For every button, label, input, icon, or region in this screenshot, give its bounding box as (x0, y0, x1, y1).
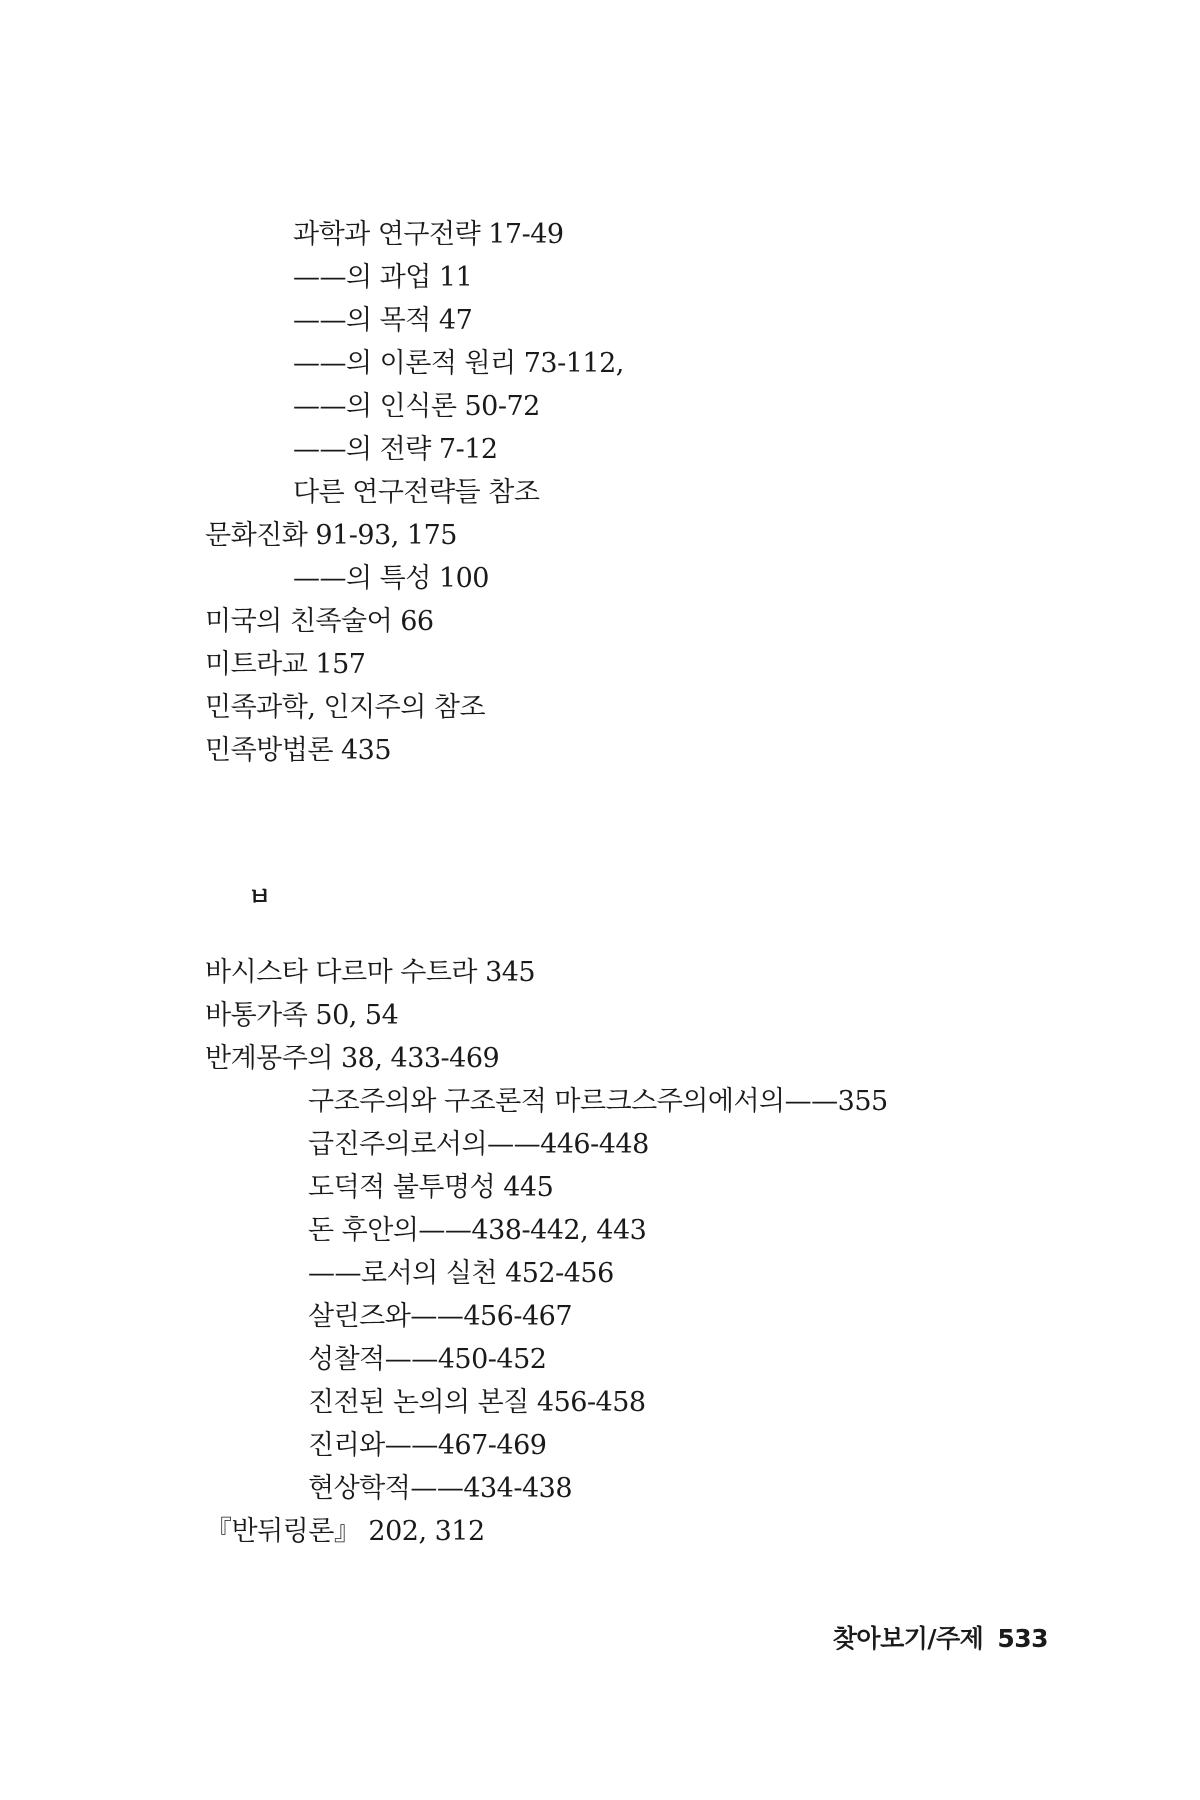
index-entry-vasishtha-dharma-sutra: 바시스타 다르마 수트라 345 (205, 957, 536, 988)
page-number: 533 (997, 1624, 1048, 1653)
index-entry-anti-duhring: 『반뒤링론』 202, 312 (205, 1516, 485, 1547)
index-see-also-strategies: 다른 연구전략들 참조 (293, 477, 540, 508)
index-entry-ethnomethodology: 민족방법론 435 (205, 735, 392, 766)
section-heading-letter: ㅂ (248, 883, 272, 911)
footer-label: 찾아보기/주제 (832, 1624, 984, 1653)
index-subentry-advanced-discussion: 진전된 논의의 본질 456-458 (308, 1387, 646, 1418)
page-footer (833, 1623, 1048, 1655)
index-subentry-phenomenological: 현상학적——434-438 (308, 1473, 573, 1504)
index-entry-cultural-evolution: 문화진화 91-93, 175 (205, 520, 457, 551)
index-subentry-characteristics: ——의 특성 100 (293, 563, 489, 594)
index-subentry-sahlins: 살린즈와——456-467 (308, 1301, 573, 1332)
index-entry-obscurantism: 반계몽주의 38, 433-469 (205, 1043, 500, 1074)
index-subentry-truth: 진리와——467-469 (308, 1430, 547, 1461)
index-subentry-strategy: ——의 전략 7-12 (293, 434, 498, 465)
index-subentry-task: ——의 과업 11 (293, 262, 473, 293)
index-entry-ethnoscience: 민족과학, 인지주의 참조 (205, 692, 486, 723)
index-entry-american-kinship-terms: 미국의 친족술어 66 (205, 606, 434, 637)
index-entry-batonga: 바통가족 50, 54 (205, 1000, 399, 1031)
index-subentry-as-practice: ——로서의 실천 452-456 (308, 1258, 614, 1289)
index-subentry-don-juan: 돈 후안의——438-442, 443 (308, 1215, 647, 1246)
index-subentry-epistemology: ——의 인식론 50-72 (293, 391, 540, 422)
index-subentry-reflexive: 성찰적——450-452 (308, 1344, 547, 1375)
index-subentry-theoretical-principles: ——의 이론적 원리 73-112, (293, 348, 624, 379)
index-subentry-moral-opacity: 도덕적 불투명성 445 (308, 1172, 554, 1203)
index-subentry-purpose: ——의 목적 47 (293, 305, 473, 336)
index-entry-science-research-strategy: 과학과 연구전략 17-49 (293, 219, 564, 250)
index-entry-mithraism: 미트라교 157 (205, 649, 366, 680)
index-subentry-as-radicalism: 급진주의로서의——446-448 (308, 1129, 649, 1160)
index-subentry-structuralism: 구조주의와 구조론적 마르크스주의에서의——355 (308, 1086, 888, 1117)
